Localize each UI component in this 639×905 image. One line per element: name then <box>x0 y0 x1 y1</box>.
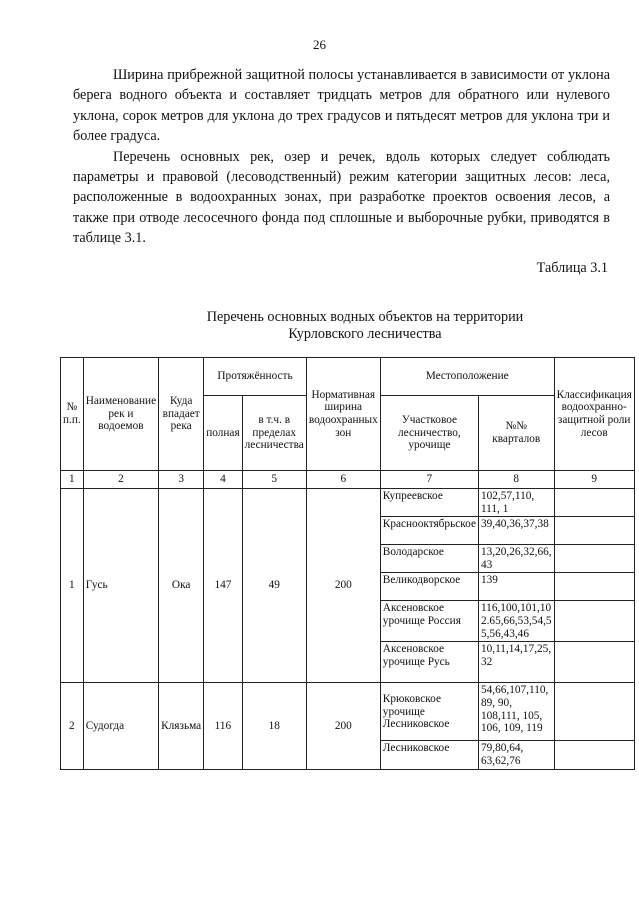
header-flows-into: Куда впадает река <box>159 358 204 471</box>
river-flows-into: Ока <box>159 489 204 683</box>
river-num: 1 <box>61 489 84 683</box>
column-number: 3 <box>159 471 204 489</box>
river-length-within: 18 <box>242 683 306 769</box>
column-number: 9 <box>554 471 634 489</box>
location-site: Аксеновское урочище Россия <box>380 601 478 642</box>
classification-cell <box>554 517 634 545</box>
paragraph: Перечень основных рек, озер и речек, вдоль которых следует соблюдать параметры и правовой (лесоводственный) режим категории защитных лесов: леса, расположенные в водоохранных зонах, при разработке проектов освоения лесов, а также при отводе лесосечного фонда под сплошные и выборочные рубки, приводятся в таблице 3.1. <box>73 148 610 247</box>
location-quarters: 79,80,64, 63,62,76 <box>478 741 554 769</box>
table-caption <box>140 309 590 343</box>
header-length: Протяжённость <box>204 358 307 396</box>
river-length-within: 49 <box>242 489 306 683</box>
column-number: 1 <box>61 471 84 489</box>
location-quarters: 13,20,26,32,66, 43 <box>478 545 554 573</box>
classification-cell <box>554 601 634 642</box>
location-quarters: 54,66,107,110, 89, 90, 108,111, 105, 106, 109, 119 <box>478 683 554 741</box>
header-classification: Классификация водоохранно-защитной роли лесов <box>554 358 634 471</box>
table-caption-line: Перечень основных водных объектов на территории <box>206 309 524 325</box>
column-number: 7 <box>380 471 478 489</box>
header-length-full: полная <box>204 396 242 471</box>
table-caption-line: Курловского лесничества <box>288 326 442 342</box>
location-site: Володарское <box>380 545 478 573</box>
header-length-within: в т.ч. в пределах лесничества <box>242 396 306 471</box>
river-name: Гусь <box>83 489 158 683</box>
location-site: Крюковское урочище Лесниковское <box>380 683 478 741</box>
river-length-full: 147 <box>204 489 242 683</box>
page-number: 26 <box>313 37 326 52</box>
location-quarters: 139 <box>478 573 554 601</box>
header-name: Наименование рек и водоемов <box>83 358 158 471</box>
classification-cell <box>554 545 634 573</box>
river-length-full: 116 <box>204 683 242 769</box>
classification-cell <box>554 741 634 769</box>
river-width: 200 <box>306 683 380 769</box>
body-text <box>73 65 610 249</box>
column-number: 8 <box>478 471 554 489</box>
water-objects-table <box>60 357 635 770</box>
header-location-quarters: №№ кварталов <box>478 396 554 471</box>
classification-cell <box>554 642 634 683</box>
column-number: 6 <box>306 471 380 489</box>
location-site: Купреевское <box>380 489 478 517</box>
header-width: Нормативная ширина водоохранных зон <box>306 358 380 471</box>
location-site: Краснооктябрьское <box>380 517 478 545</box>
river-flows-into: Клязьма <box>159 683 204 769</box>
classification-cell <box>554 683 634 741</box>
location-quarters: 39,40,36,37,38 <box>478 517 554 545</box>
header-location: Местоположение <box>380 358 554 396</box>
river-width: 200 <box>306 489 380 683</box>
classification-cell <box>554 573 634 601</box>
classification-cell <box>554 489 634 517</box>
column-number: 2 <box>83 471 158 489</box>
location-quarters: 102,57,110, 111, 1 <box>478 489 554 517</box>
header-location-site: Участковое лесничество, урочище <box>380 396 478 471</box>
table-label: Таблица 3.1 <box>536 260 608 276</box>
paragraph: Ширина прибрежной защитной полосы устанавливается в зависимости от уклона берега водного объекта и составляет тридцать метров для обратного или нулевого уклона, сорок метров для уклона до трех градусов и пятьдесят метров для уклона три и более градуса. <box>73 67 610 145</box>
location-quarters: 10,11,14,17,25, 32 <box>478 642 554 683</box>
column-number: 5 <box>242 471 306 489</box>
location-site: Великодворское <box>380 573 478 601</box>
location-site: Аксеновское урочище Русь <box>380 642 478 683</box>
column-number: 4 <box>204 471 242 489</box>
location-site: Лесниковское <box>380 741 478 769</box>
river-name: Судогда <box>83 683 158 769</box>
location-quarters: 116,100,101,102.65,66,53,54,55,56,43,46 <box>478 601 554 642</box>
header-num: № п.п. <box>61 358 84 471</box>
river-num: 2 <box>61 683 84 769</box>
